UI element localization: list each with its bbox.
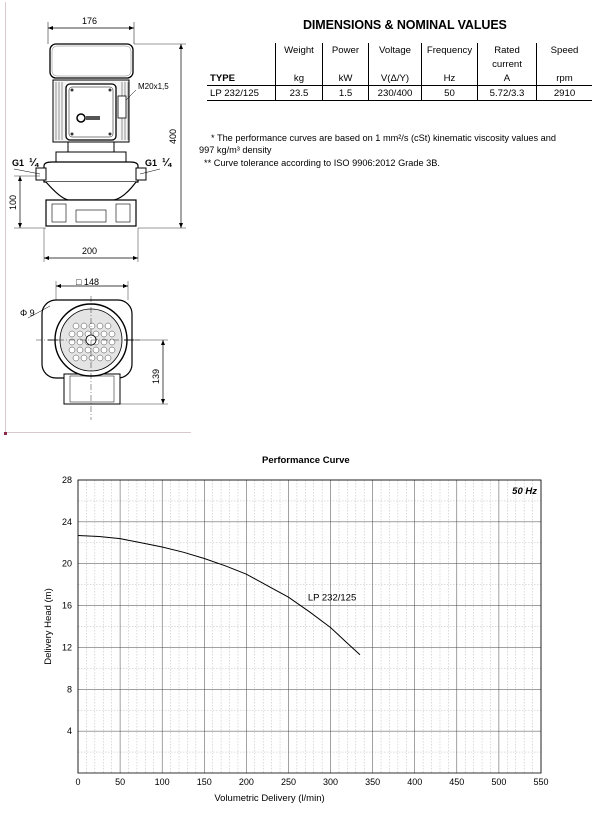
- unit-power: kW: [323, 71, 369, 86]
- x-tick-label: 400: [407, 777, 423, 787]
- dim-hole: Φ 9: [20, 308, 35, 318]
- col-header-power: Power: [323, 43, 369, 57]
- y-tick-label: 28: [61, 475, 72, 485]
- y-axis-label: Delivery Head (m): [43, 588, 54, 665]
- unit-current: A: [478, 71, 537, 86]
- unit-weight: kg: [276, 71, 323, 86]
- row-weight: 23.5: [276, 86, 323, 101]
- y-tick-label: 20: [61, 558, 72, 569]
- x-tick-label: 350: [365, 777, 381, 787]
- x-tick-label: 500: [491, 777, 507, 787]
- dim-port-left-fraction: ¼: [29, 157, 39, 169]
- x-tick-label: 100: [154, 777, 170, 787]
- note-density: 997 kg/m³ density: [199, 145, 272, 155]
- col-header-rated-line2: current: [478, 57, 537, 71]
- dim-port-right-fraction: ¼: [162, 157, 172, 169]
- row-type: LP 232/125: [207, 86, 276, 101]
- dim-square: □ 148: [76, 277, 99, 287]
- pump-drawing: [0, 0, 200, 440]
- dim-cable-gland: M20x1,5: [138, 82, 169, 91]
- y-tick-label: 16: [61, 600, 72, 611]
- note-viscosity: * The performance curves are based on 1 mm²/s (cSt) kinematic viscosity values and: [211, 133, 557, 143]
- col-header-speed: Speed: [537, 43, 593, 57]
- x-tick-label: 200: [238, 777, 254, 787]
- dim-port-right: G1: [145, 158, 158, 168]
- series-label: LP 232/125: [307, 592, 357, 604]
- row-power: 1.5: [323, 86, 369, 101]
- specs-table: [207, 43, 592, 101]
- y-tick-label: 24: [61, 516, 72, 527]
- unit-frequency: Hz: [422, 71, 478, 86]
- dim-port-left: G1: [12, 158, 25, 168]
- x-tick-label: 150: [196, 777, 212, 787]
- x-axis-label: Volumetric Delivery (l/min): [214, 793, 325, 804]
- x-tick-label: 50: [115, 777, 126, 787]
- table-row: [207, 86, 592, 101]
- y-tick-label: 12: [61, 642, 72, 653]
- dim-base-width: 200: [82, 246, 98, 256]
- frequency-label: 50 Hz: [512, 486, 537, 497]
- brand-logo: [77, 114, 85, 122]
- y-tick-label: 4: [66, 726, 72, 737]
- x-tick-label: 250: [280, 777, 296, 787]
- y-tick-label: 8: [66, 684, 72, 695]
- row-voltage: 230/400: [369, 86, 422, 101]
- col-header-rated: Rated: [478, 43, 537, 57]
- col-header-voltage: Voltage: [369, 43, 422, 57]
- row-frequency: 50: [422, 86, 478, 101]
- dim-width-top: 176: [82, 16, 98, 26]
- x-tick-label: 550: [533, 777, 549, 787]
- row-speed: 2910: [537, 86, 593, 101]
- dim-height: 400: [168, 128, 178, 144]
- x-tick-label: 300: [323, 777, 339, 787]
- row-current: 5.72/3.3: [478, 86, 537, 101]
- section-title: DIMENSIONS & NOMINAL VALUES: [303, 18, 507, 32]
- col-header-weight: Weight: [276, 43, 323, 57]
- unit-voltage: V(Δ/Y): [369, 71, 422, 86]
- note-tolerance: ** Curve tolerance according to ISO 9906:2012 Grade 3B.: [204, 158, 440, 168]
- unit-speed: rpm: [537, 71, 593, 86]
- dim-depth: 139: [151, 368, 161, 384]
- type-label: TYPE: [210, 72, 236, 84]
- performance-chart: [0, 470, 594, 820]
- dim-port-height: 100: [8, 194, 18, 210]
- x-tick-label: 0: [75, 777, 81, 787]
- col-header-frequency: Frequency: [422, 43, 478, 57]
- x-tick-label: 450: [449, 777, 465, 787]
- chart-title: Performance Curve: [262, 455, 350, 466]
